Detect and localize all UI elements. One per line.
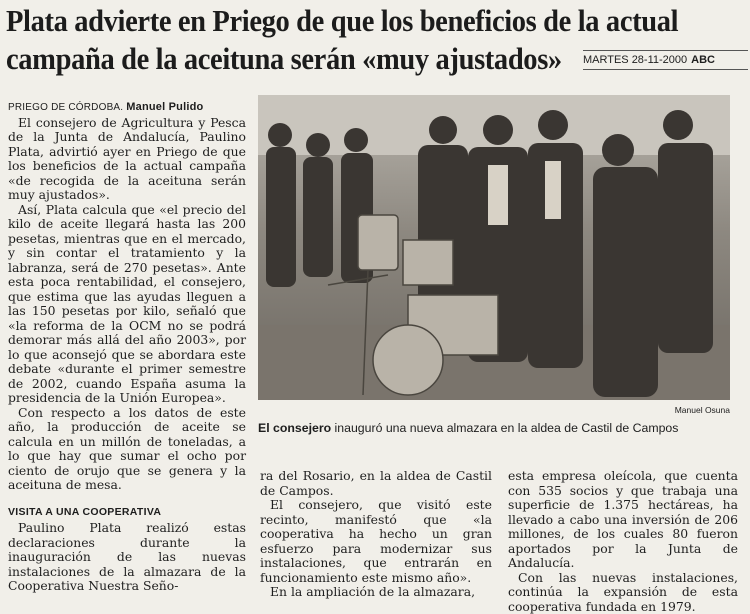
news-photo [258,95,730,400]
paragraph: Con respecto a los datos de este año, la producción de aceite se calcula en un millón de toneladas, a lo que hay que sumar el ocho por ciento de orujo que se genera y la aceituna de mesa. [8,404,246,492]
article-column-3 [508,469,738,614]
paragraph: El consejero, que visitó este recinto, manifestó que «la cooperativa ha hecho un gran esfuerzo para modernizar sus instalaciones, que entrarán en funcionamiento este mismo año». [260,497,492,585]
paragraph: Paulino Plata realizó estas declaraciones durante la inauguración de las nuevas instalaciones de la almazara de la Cooperativa Nuestra Seño- [8,520,246,593]
headline-line-2: campaña de la aceituna serán «muy ajustados» [6,41,562,76]
article-column-2 [260,469,492,600]
section-subhead: VISITA A UNA COOPERATIVA [8,505,162,518]
paragraph: esta empresa oleícola, que cuenta con 535 socios y que trabaja una superficie de 1.375 hectáreas, ha llevado a cabo una inversión de 206 millones, de los cuales 80 fueron aportados por la Junta de Andalucía. [508,468,738,570]
caption-text: inauguró una nueva almazara en la aldea de Castil de Campos [331,421,679,435]
photo-credit: Manuel Osuna [674,405,730,415]
photo-illustration [258,95,730,400]
caption-lead: El consejero [258,421,332,435]
paragraph: En la ampliación de la almazara, [270,584,476,599]
photo-caption [258,421,738,435]
paragraph: Así, Plata calcula que «el precio del kilo de aceite llegará hasta las 200 pesetas, mientras que en el mercado, y sin contar el tratamiento y la labranza, será de 270 pesetas». Ante esta poca rentabilidad, el consejero, que estima que las ayudas lleguen a las 150 pesetas por kilo, señaló que «la reforma de la OCM no se podrá demorar más allá del año 2003», por lo que aconsejó que se abordara este debate «durante el primer semestre de 2002, cuando España asuma la presidencia de la Unión Europea». [8,201,246,405]
article-column-1 [8,100,246,594]
byline-place: PRIEGO DE CÓRDOBA. [8,102,124,113]
paragraph: Con las nuevas instalaciones, continúa la expansión de esta cooperativa fundada en 1979. [508,569,738,614]
dateline-date: MARTES 28-11-2000 [583,54,688,66]
byline [8,100,246,116]
paragraph: El consejero de Agricultura y Pesca de la Junta de Andalucía, Paulino Plata, advirtió ayer en Priego de que los beneficios de la actual campaña «de recogida de la aceituna serán muy ajustados». [8,114,246,202]
headline-line-1: Plata advierte en Priego de que los beneficios de la actual [6,3,679,38]
dateline [583,50,748,70]
newspaper-name: ABC [691,54,715,66]
paragraph: ra del Rosario, en la aldea de Castil de Campos. [260,468,492,498]
byline-author: Manuel Pulido [126,101,204,113]
